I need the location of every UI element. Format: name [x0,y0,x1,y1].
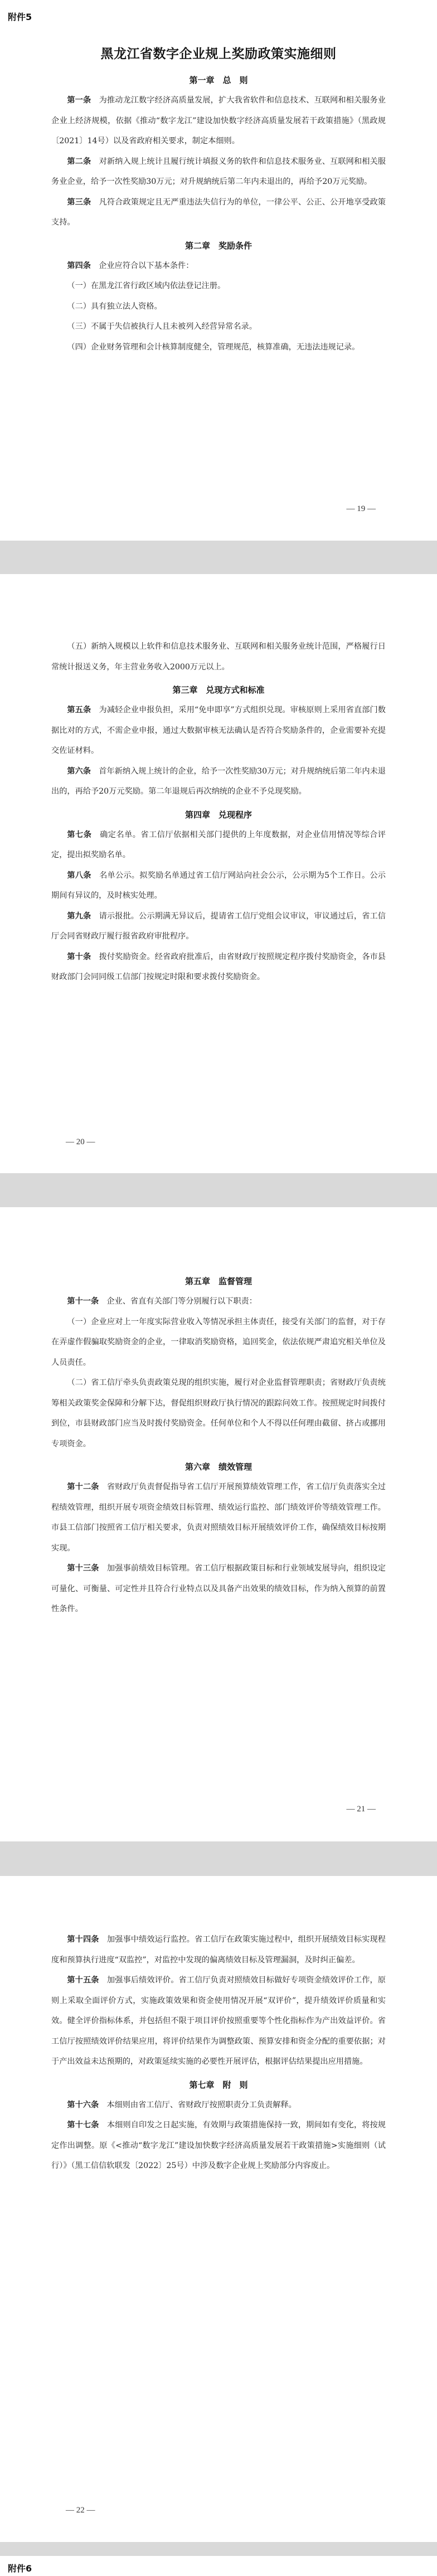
article-12: 第十二条 省财政厅负责督促指导省工信厅开展预算绩效管理工作，省工信厅负责落实全过程绩效管理，组织开展专项资金绩效目标管理、绩效运行监控、部门绩效评价等绩效管理工作。市县工信部门按照省工信厅相关要求，负责对照绩效目标开展绩效评价工作，确保绩效目标按期实现。 [51,1483,386,1553]
article-4-item-5: （五）新纳入规模以上软件和信息技术服务业、互联网和相关服务业统计范围，严格履行日常统计报送义务，年主营业务收入2000万元以上。 [51,642,386,672]
document-title: 黑龙江省数字企业规上奖励政策实施细则 [100,47,337,61]
page-5 [0,2556,437,2576]
chapter-heading: 第四章 兑现程序 [184,809,252,820]
article-11-item-2: （二）省工信厅牵头负责政策兑现的组织实施，履行对企业监督管理职责；省财政厅负责统筹相关政策奖金保障和分解下达，督促组织财政厅执行情况的跟踪问效工作。按照规定时间拨付到位，市县财政部门应当及时拨付奖励资金。任何单位和个人不得以任何理由截留、挤占或挪用专项资金。 [51,1378,386,1449]
chapter-heading: 第一章 总 则 [189,75,248,85]
article-16: 第十六条 本细则由省工信厅、省财政厅按照职责分工负责解释。 [67,2100,297,2110]
article-9: 第九条 请示报批。公示期满无异议后，提请省工信厅党组会议审议，审议通过后，省工信厅会同省财政厅履行报省政府审批程序。 [51,911,386,941]
page-2 [0,574,437,1173]
article-13: 第十三条 加强事前绩效目标管理。省工信厅根据政策目标和行业领域发展导向，组织设定可量化、可衡量、可定性并且符合行业特点以及具备产出效果的绩效目标，作为纳入预算的前置性条件。 [51,1564,386,1613]
page-4 [0,1876,437,2542]
chapter-heading: 第六章 绩效管理 [184,1462,252,1472]
article-6: 第六条 首年新纳入规上统计的企业，给予一次性奖励30万元；对升规纳统后第二年内未退出的，再给予20万元奖励。第二年退规后再次纳统的企业不予兑现奖励。 [51,766,386,796]
article-5: 第五条 为减轻企业申报负担，采用“免申即享”方式组织兑现。审核原则上采用省直部门数据比对的方式，不需企业申报，通过大数据审核无法确认是否符合奖励条件的，企业需要补充提交佐证材料。 [51,706,386,755]
article-4-item-1: （一）在黑龙江省行政区域内依法登记注册。 [67,281,226,290]
article-4: 第四条 企业应符合以下基本条件： [67,261,194,270]
page-number: — 20 — [66,1138,95,1146]
article-11: 第十一条 企业、省直有关部门等分别履行以下职责： [67,1297,257,1306]
chapter-heading: 第七章 附 则 [189,2079,248,2090]
page-number: — 22 — [66,2506,95,2515]
chapter-heading: 第五章 监督管理 [184,1276,252,1286]
article-17: 第十七条 本细则自印发之日起实施，有效期与政策措施保持一致，期间如有变化，将按规定作出调整。原《<推动“数字龙江”建设加快数字经济高质量发展若干政策措施>实施细则（试行）》（黑工信信软联发〔2022〕25号）中涉及数字企业规上奖励部分内容废止。 [51,2121,386,2170]
page-1 [0,0,437,541]
attachment-label: 附件5 [8,12,32,22]
article-15: 第十五条 加强事后绩效评价。省工信厅负责对照绩效目标做好专项资金绩效评价工作，原则上采取全面评价方式，实施政策效果和资金使用情况开展“双评价”，提升绩效评价质量和实效。健全评价指标体系，并包括但不限于项目评价按照重要等个性化指标作为产出效益评价。省工信厅按照绩效评价结果应用，将评价结果作为调整政策、预算安排和资金分配的重要依据；对于产出效益未达预期的，对政策延续实施的必要性开展评估，根据评估结果提出应用措施。 [51,1976,386,2066]
article-2: 第二条 对新纳入规上统计且履行统计填报义务的软件和信息技术服务业、互联网和相关服务业企业，给予一次性奖励30万元；对升规納统后第二年内未退出的，再给予20万元奖励。 [51,157,386,186]
article-1: 第一条 为推动龙江数字经济高质量发展，扩大我省软件和信息技术、互联网和相关服务业企业上经济规模，依据《推动“数字龙江”建设加快数字经济高质量发展若干政策措施》（黑政规〔2021〕14号）以及省政府相关要求，制定本细则。 [51,96,386,145]
article-3: 第三条 凡符合政策规定且无严重违法失信行为的单位，一律公平、公正、公开地享受政策支持。 [51,197,386,227]
article-4-item-4: （四）企业财务管理和会计核算制度健全，管理规范，核算准确，无违法违规记录。 [67,342,360,352]
article-4-item-3: （三）不属于失信被执行人且未被列入经营异常名录。 [67,322,257,331]
page-number: — 19 — [346,504,376,513]
article-14: 第十四条 加强事中绩效运行监控。省工信厅在政策实施过程中，组织开展绩效目标实现程度和预算执行进度“双监控”，对监控中发现的偏离绩效目标及管理漏洞，及时纠正偏差。 [51,1935,386,1965]
article-10: 第十条 拨付奖励资金。经省政府批准后，由省财政厅按照规定程序拨付奖励资金，各市县财政部门会同同级工信部门按规定时限和要求拨付奖励资金。 [51,952,386,981]
attachment-label: 附件6 [8,2563,32,2574]
page-number: — 21 — [346,1805,376,1814]
article-4-item-2: （二）具有独立法人资格。 [67,302,162,311]
article-11-item-1: （一）企业应对上一年度实际营业收入等情况承担主体责任，接受有关部门的监督，对于存在弄虚作假骗取奖励资金的企业，一律取消奖励资格，追回奖金，依法依规严肃追究相关单位及人员责任。 [51,1317,386,1367]
article-8: 第八条 名单公示。拟奖励名单通过省工信厅网站向社会公示，公示期为5个工作日。公示期间有异议的，及时核实处理。 [51,871,386,900]
article-7: 第七条 确定名单。省工信厅依据相关部门提供的上年度数据，对企业信用情况等综合评定，提出拟奖励名单。 [51,830,386,859]
chapter-heading: 第三章 兑现方式和标准 [172,685,265,695]
chapter-heading: 第二章 奖励条件 [184,240,252,251]
page-3 [0,1207,437,1841]
